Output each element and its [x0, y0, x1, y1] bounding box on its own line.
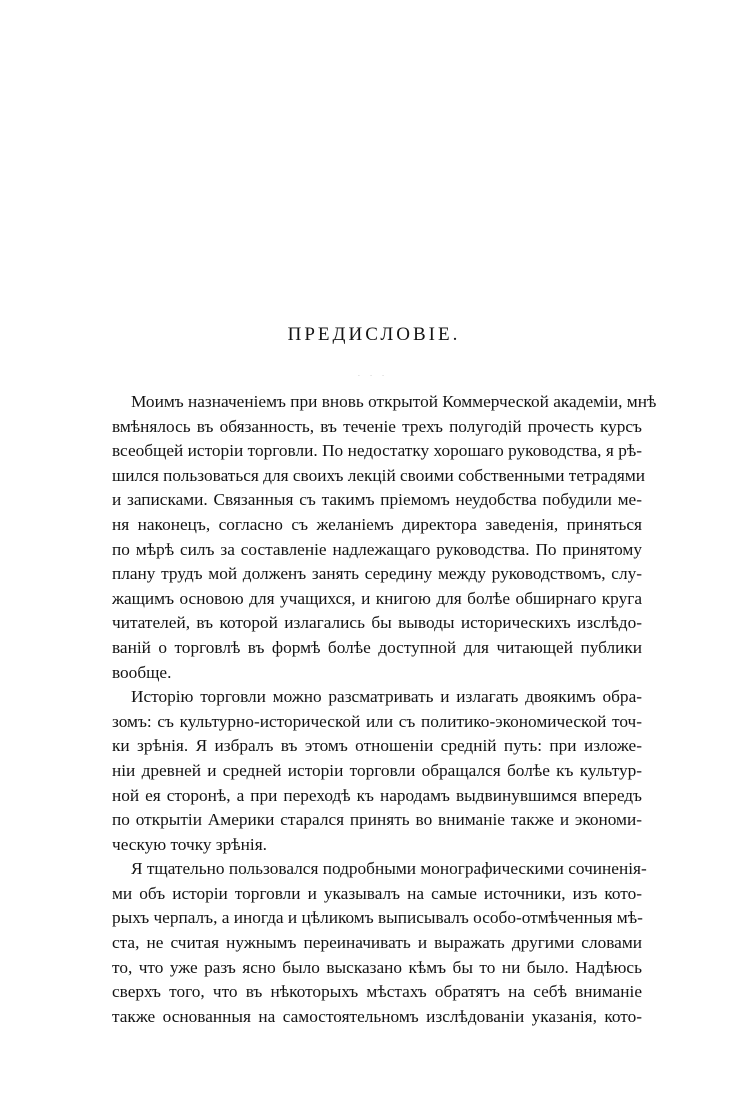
text-line: ми объ исторіи торговли и указывалъ на самые источники, изъ кото-	[112, 883, 642, 903]
title-ornament: · · ·	[357, 372, 389, 380]
paragraph	[112, 857, 647, 1029]
body-text	[112, 390, 657, 1029]
text-line: Исторію торговли можно разсматривать и излагать двоякимъ обра-	[131, 687, 642, 707]
text-line: ной ея сторонѣ, а при переходѣ къ народамъ выдвинувшимся впередъ	[112, 785, 642, 805]
text-line: ческую точку зрѣнія.	[112, 834, 267, 854]
text-line: то, что уже разъ ясно было высказано кѣмъ бы то ни было. Надѣюсь	[112, 957, 642, 977]
text-line: ста, не считая нужнымъ переиначивать и выражать другими словами	[112, 933, 642, 953]
text-line: также основанныя на самостоятельномъ изслѣдованіи указанія, кото-	[112, 1006, 642, 1026]
text-line: и записками. Связанныя съ такимъ пріемомъ неудобства побудили ме-	[112, 490, 642, 510]
text-line: рыхъ черпалъ, а иногда и цѣликомъ выписывалъ особо-отмѣченныя мѣ-	[112, 908, 643, 928]
text-line: ніи древней и средней исторіи торговли обращался болѣе къ культур-	[112, 760, 642, 780]
text-line: ня наконецъ, согласно съ желаніемъ директора заведенія, приняться	[112, 514, 642, 534]
text-line: плану трудъ мой долженъ занять середину между руководствомъ, слу-	[112, 564, 642, 584]
text-line: ки зрѣнія. Я избралъ въ этомъ отношеніи средній путь: при изложе-	[112, 736, 642, 756]
text-line: вообще.	[112, 662, 172, 682]
paragraph	[112, 390, 657, 685]
text-line: зомъ: съ культурно-исторической или съ политико-экономической точ-	[112, 711, 642, 731]
text-line: по мѣрѣ силъ за составленіе надлежащаго руководства. По принятому	[112, 539, 642, 559]
text-line: ваній о торговлѣ въ формѣ болѣе доступной для читающей публики	[112, 637, 642, 657]
text-line: читателей, въ которой излагались бы выводы историческихъ изслѣдо-	[112, 613, 642, 633]
text-line: вмѣнялось въ обязанность, въ теченіе трехъ полугодій прочесть курсъ	[112, 416, 642, 436]
text-line: по открытіи Америки старался принять во вниманіе также и экономи-	[112, 810, 642, 830]
text-line: Я тщательно пользовался подробными монографическими сочиненія-	[131, 859, 647, 879]
text-line: шился пользоваться для своихъ лекцій своими собственными тетрадями	[112, 465, 646, 485]
text-line: Моимъ назначеніемъ при вновь открытой Коммерческой академіи, мнѣ	[131, 392, 657, 411]
text-line: сверхъ того, что въ нѣкоторыхъ мѣстахъ обратятъ на себѣ вниманіе	[112, 982, 642, 1002]
text-line: всеобщей исторіи торговли. По недостатку хорошаго руководства, я рѣ-	[112, 441, 642, 461]
text-line: жащимъ основою для учащихся, и книгою для болѣе обширнаго круга	[112, 588, 642, 608]
page-title: ПРЕДИСЛОВІЕ.	[287, 324, 461, 345]
paragraph	[112, 685, 642, 857]
